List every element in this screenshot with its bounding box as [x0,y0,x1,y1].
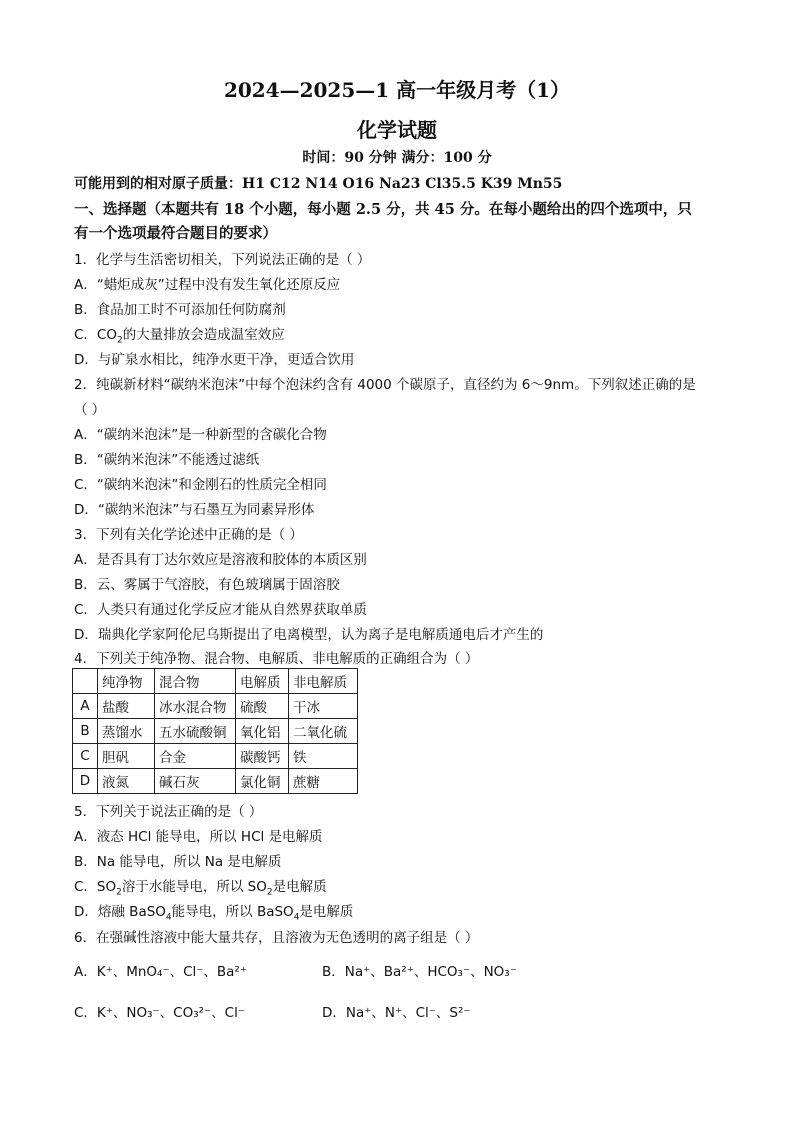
exam-timing: 时间：90 分钟 满分：100 分 [302,150,492,166]
table-cell: 铁 [289,744,358,769]
table-cell: 冰水混合物 [155,694,236,719]
q2-option-d: D．“碳纳米泡沫”与石墨互为同素异形体 [74,502,315,518]
q2-stem: 2．纯碳新材料“碳纳米泡沫”中每个泡沫约含有 4000 个碳原子，直径约为 6～9nm。下列叙述正确的是 [74,377,696,393]
q6-option-b: B．Na⁺、Ba²⁺、HCO₃⁻、NO₃⁻ [322,964,517,980]
table-cell: 蒸馏水 [98,719,155,744]
table-cell: B [73,719,98,744]
atomic-masses: 可能用到的相对原子质量：H1 C12 N14 O16 Na23 Cl35.5 K39 Mn55 [74,176,563,192]
table-header-cell: 非电解质 [289,669,358,694]
table-header-row [73,669,358,694]
table-cell: 胆矾 [98,744,155,769]
q3-option-d: D．瑞典化学家阿伦尼乌斯提出了电离模型，认为离子是电解质通电后才产生的 [74,627,544,643]
exam-title: 2024—2025—1 高一年级月考（1） [223,78,571,102]
table-cell: D [73,769,98,794]
table-row [73,694,358,719]
q3-option-b: B．云、雾属于气溶胶，有色玻璃属于固溶胶 [74,577,340,593]
table-cell: 五水硫酸铜 [155,719,236,744]
table-cell: 蔗糖 [289,769,358,794]
table-cell: 二氧化硫 [289,719,358,744]
q5-option-b: B．Na 能导电，所以 Na 是电解质 [74,854,282,870]
q6-stem: 6．在强碱性溶液中能大量共存，且溶液为无色透明的离子组是（ ） [74,930,479,946]
table-header-cell: 混合物 [155,669,236,694]
table-row [73,769,358,794]
table-row [73,719,358,744]
q6-option-a: A．K⁺、MnO₄⁻、Cl⁻、Ba²⁺ [74,964,247,980]
q6-option-d: D．Na⁺、N⁺、Cl⁻、S²⁻ [322,1005,471,1021]
table-cell: 干冰 [289,694,358,719]
q2-option-a: A．“碳纳米泡沫”是一种新型的含碳化合物 [74,427,327,443]
table-header-cell: 电解质 [236,669,289,694]
q5-option-d: D．熔融 BaSO$_4$能导电，所以 BaSO$_4$是电解质 [74,904,354,923]
table-cell: A [73,694,98,719]
table-header-cell [73,669,98,694]
table-header-cell: 纯净物 [98,669,155,694]
q5-option-c: C．$SO_2$溶于水能导电，所以 $SO_2$是电解质 [74,879,327,898]
q2-option-c: C．“碳纳米泡沫”和金刚石的性质完全相同 [74,477,327,493]
q1-option-a: A．“蜡炬成灰”过程中没有发生氧化还原反应 [74,277,341,293]
q1-option-d: D．与矿泉水相比，纯净水更干净，更适合饮用 [74,352,355,368]
q6-option-c: C．K⁺、NO₃⁻、CO₃²⁻、Cl⁻ [74,1005,245,1021]
section-heading-line1: 一、选择题（本题共有 18 个小题，每小题 2.5 分，共 45 分。在每小题给出的四个选项中，只 [74,201,692,218]
q2-option-b: B．“碳纳米泡沫”不能透过滤纸 [74,452,260,468]
q4-stem: 4．下列关于纯净物、混合物、电解质、非电解质的正确组合为（ ） [74,651,479,667]
section-heading-line2: 有一个选项最符合题目的要求） [74,225,277,242]
q3-stem: 3．下列有关化学论述中正确的是（ ） [74,527,303,543]
q3-option-c: C．人类只有通过化学反应才能从自然界获取单质 [74,602,367,618]
classification-table [72,668,358,794]
q1-option-c: C．$CO_2$的大量排放会造成温室效应 [74,327,285,346]
table-cell: 氯化铜 [236,769,289,794]
q1-stem: 1．化学与生活密切相关，下列说法正确的是（ ） [74,252,371,268]
q5-stem: 5．下列关于说法正确的是（ ） [74,804,263,820]
table-cell: 氧化铝 [236,719,289,744]
q5-option-a: A．液态 HCl 能导电，所以 HCl 是电解质 [74,829,323,845]
q1-option-b: B．食品加工时不可添加任何防腐剂 [74,302,286,318]
subject-title: 化学试题 [357,118,437,142]
q3-option-a: A．是否具有丁达尔效应是溶液和胶体的本质区别 [74,552,367,568]
table-cell: 盐酸 [98,694,155,719]
table-cell: 硫酸 [236,694,289,719]
table-cell: 合金 [155,744,236,769]
table-cell: 碳酸钙 [236,744,289,769]
q2-stem-cont: （ ） [74,402,106,418]
table-row [73,744,358,769]
table-cell: 液氮 [98,769,155,794]
table-cell: C [73,744,98,769]
table-cell: 碱石灰 [155,769,236,794]
